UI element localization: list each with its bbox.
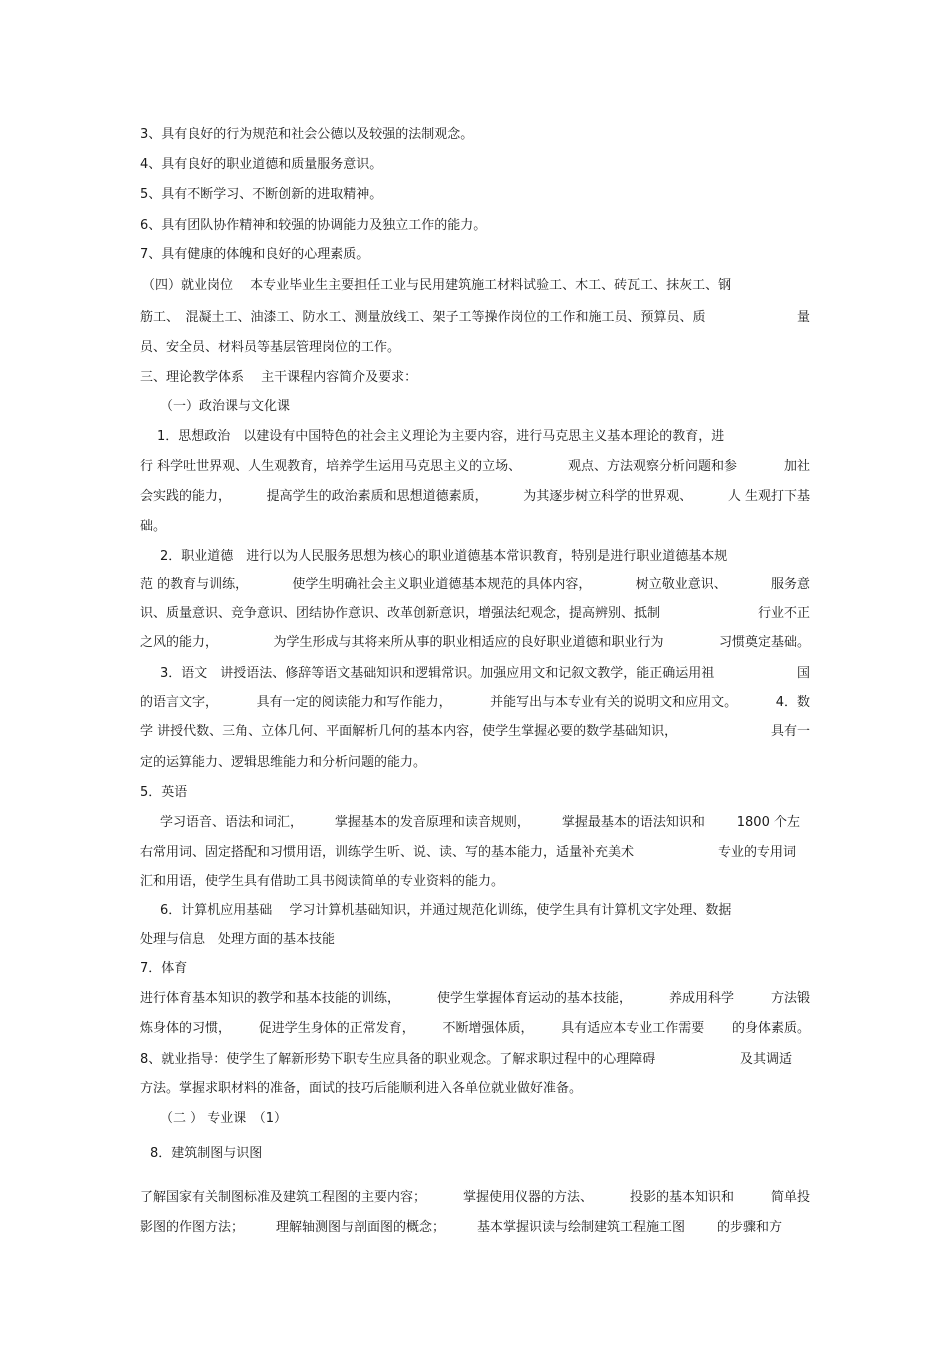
subsection-heading: （二 ） 专业课 （1） [160,1111,288,1126]
text-line: 范 的教育与训练， 使学生明确社会主义职业道德基本规范的具体内容， 树立敬业意识、 服务意 [140,577,810,592]
subsection-heading: 8．建筑制图与识图 [150,1146,263,1161]
text-line: 1．思想政治 以建设有中国特色的社会主义理论为主要内容，进行马克思主义基本理论的教育，进 [157,429,725,444]
text-line: 之风的能力， 为学生形成与其将来所从事的职业相适应的良好职业道德和职业行为 习惯奠定基础。 [140,635,810,650]
text-line: 定的运算能力、逻辑思维能力和分析问题的能力。 [140,755,427,770]
text-line: 会实践的能力， 提高学生的政治素质和思想道德素质， 为其逐步树立科学的世界观、 人 生观打下基 [140,489,810,504]
text-line: 方法。掌握求职材料的准备，面试的技巧后能顺利进入各单位就业做好准备。 [140,1081,583,1096]
text-line: 学习语音、语法和词汇， 掌握基本的发音原理和读音规则， 掌握最基本的语法知识和 1800 个左 [160,815,800,830]
text-line: 员、安全员、材料员等基层管理岗位的工作。 [140,340,401,355]
text-line: 3、具有良好的行为规范和社会公德以及较强的法制观念。 [140,127,474,142]
text-line: 筋工、 混凝土工、油漆工、防水工、测量放线工、架子工等操作岗位的工作和施工员、预算员、质 量 [140,310,810,325]
text-line: 影图的作图方法； 理解轴测图与剖面图的概念； 基本掌握识读与绘制建筑工程施工图 的步骤和方 [140,1220,782,1235]
text-line: 5、具有不断学习、不断创新的进取精神。 [140,187,383,202]
section-heading: 三、理论教学体系 主干课程内容简介及要求： [140,370,418,385]
subsection-heading: 7．体育 [140,961,188,976]
text-line: 4、具有良好的职业道德和质量服务意识。 [140,157,383,172]
text-line: 处理与信息 处理方面的基本技能 [140,932,336,947]
text-line: 识、质量意识、竞争意识、团结协作意识、改革创新意识，增强法纪观念，提高辨别、抵制 行业不正 [140,606,810,621]
text-line: 了解国家有关制图标准及建筑工程图的主要内容； 掌握使用仪器的方法、 投影的基本知识和 简单投 [140,1190,810,1205]
text-line: 汇和用语，使学生具有借助工具书阅读简单的专业资料的能力。 [140,874,505,889]
subsection-heading: （一）政治课与文化课 [160,399,291,414]
text-line: 6．计算机应用基础 学习计算机基础知识，并通过规范化训练，使学生具有计算机文字处理、数据 [160,903,732,918]
text-line: 的语言文字， 具有一定的阅读能力和写作能力， 并能写出与本专业有关的说明文和应用文。 4．数 [140,695,810,710]
text-line: 炼身体的习惯， 促进学生身体的正常发育， 不断增强体质， 具有适应本专业工作需要 的身体素质。 [140,1021,810,1036]
subsection-heading: 5．英语 [140,785,188,800]
text-line: 进行体育基本知识的教学和基本技能的训练， 使学生掌握体育运动的基本技能， 养成用科学 方法锻 [140,991,810,1006]
text-line: 础。 [140,519,167,534]
text-line: 8、就业指导：使学生了解新形势下职专生应具备的职业观念。了解求职过程中的心理障碍 及其调适 [140,1052,792,1067]
text-line: 学 讲授代数、三角、立体几何、平面解析几何的基本内容，使学生掌握必要的数学基础知识， 具有一 [140,724,810,739]
text-line: 2．职业道德 进行以为人民服务思想为核心的职业道德基本常识教育，特别是进行职业道德基本规 [160,549,728,564]
text-line: 行 科学吐世界观、人生观教育，培养学生运用马克思主义的立场、 观点、方法观察分析问题和参 加社 [140,459,810,474]
text-line: 3．语文 讲授语法、修辞等语文基础知识和逻辑常识。加强应用文和记叙文教学，能正确运用祖 国 [160,666,810,681]
text-line: 6、具有团队协作精神和较强的协调能力及独立工作的能力。 [140,218,487,233]
text-line: （四）就业岗位 本专业毕业生主要担任工业与民用建筑施工材料试验工、木工、砖瓦工、抹灰工、钢 [142,278,732,293]
text-line: 右常用词、固定搭配和习惯用语，训练学生听、说、读、写的基本能力，适量补充美术 专业的专用词 [140,845,796,860]
text-line: 7、具有健康的体魄和良好的心理素质。 [140,247,370,262]
